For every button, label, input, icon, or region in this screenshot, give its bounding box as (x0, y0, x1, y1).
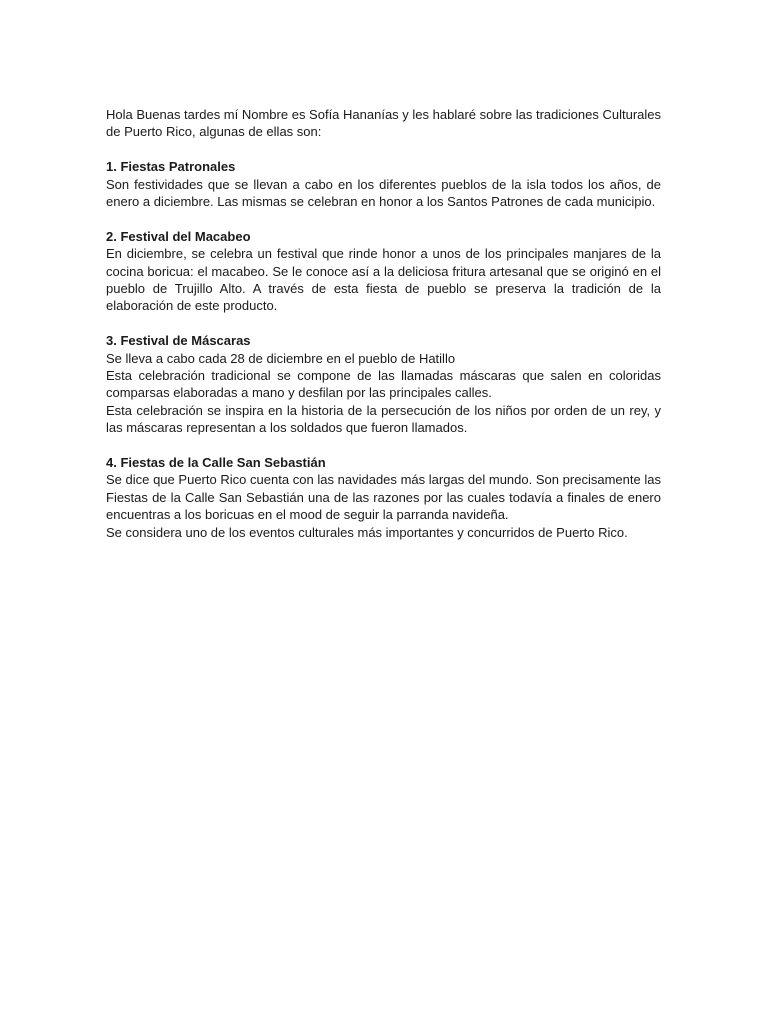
document-page (106, 106, 661, 558)
section-paragraph: En diciembre, se celebra un festival que rinde honor a unos de los principales manjares de la cocina boricua: el macabeo. Se le conoce así a la deliciosa fritura artesanal que se originó en el pueblo de Trujillo Alto. A través de esta fiesta de pueblo se preserva la tradición de la elaboración de este producto. (106, 246, 661, 314)
section-paragraph: Esta celebración se inspira en la historia de la persecución de los niños por orden de un rey, y las máscaras representan a los soldados que fueron llamados. (106, 402, 661, 436)
section-festival-macabeo (106, 228, 661, 315)
section-paragraph: Se considera uno de los eventos culturales más importantes y concurridos de Puerto Rico. (106, 524, 628, 540)
section-calle-san-sebastian (106, 454, 661, 541)
section-paragraph: Se dice que Puerto Rico cuenta con las navidades más largas del mundo. Son precisamente las Fiestas de la Calle San Sebastián una de las razones por las cuales todavía a finales de enero encuentras a los boricuas en el mood de seguir la parranda navideña. (106, 472, 661, 523)
section-paragraph: Se lleva a cabo cada 28 de diciembre en el pueblo de Hatillo (106, 350, 456, 366)
section-heading: 2. Festival del Macabeo (106, 228, 251, 244)
intro-paragraph: Hola Buenas tardes mí Nombre es Sofía Hananías y les hablaré sobre las tradiciones Culturales de Puerto Rico, algunas de ellas son: (106, 107, 661, 140)
section-paragraph: Son festividades que se llevan a cabo en los diferentes pueblos de la isla todos los años, de enero a diciembre. Las mismas se celebran en honor a los Santos Patrones de cada municipio. (106, 176, 661, 210)
section-festival-mascaras (106, 332, 661, 436)
section-heading: 3. Festival de Máscaras (106, 333, 251, 349)
section-heading: 4. Fiestas de la Calle San Sebastián (106, 455, 326, 471)
section-paragraph: Esta celebración tradicional se compone de las llamadas máscaras que salen en coloridas comparsas elaboradas a mano y desfilan por las principales calles. (106, 368, 661, 401)
section-heading: 1. Fiestas Patronales (106, 159, 236, 175)
section-fiestas-patronales (106, 158, 661, 210)
